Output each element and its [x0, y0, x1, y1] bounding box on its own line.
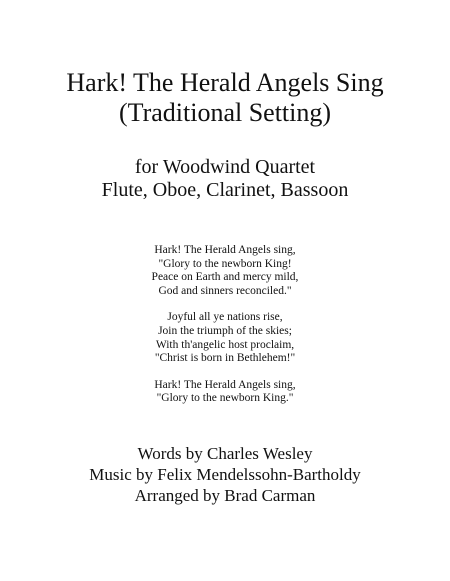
lyric-line: God and sinners reconciled." — [158, 284, 292, 297]
lyric-line: "Christ is born in Bethlehem!" — [154, 352, 296, 365]
composer-credit: Music by Felix Mendelssohn-Bartholdy — [89, 465, 361, 484]
lyrics-verse-1 — [0, 244, 450, 298]
lyricist-credit: Words by Charles Wesley — [137, 444, 313, 463]
lyric-line: Joyful all ye nations rise, — [167, 311, 283, 324]
piece-title — [0, 68, 450, 128]
title-line-2: (Traditional Setting) — [118, 98, 332, 127]
lyric-line: Peace on Earth and mercy mild, — [151, 271, 299, 284]
credits-block — [0, 443, 450, 506]
lyrics-verse-2 — [0, 311, 450, 365]
lyrics-block — [0, 244, 450, 419]
lyric-line: Hark! The Herald Angels sing, — [154, 378, 296, 391]
instruments-line: Flute, Oboe, Clarinet, Bassoon — [101, 179, 349, 201]
instrumentation — [0, 156, 450, 202]
lyric-line: "Glory to the newborn King." — [156, 392, 294, 405]
arranger-credit: Arranged by Brad Carman — [134, 486, 316, 505]
lyric-line: Hark! The Herald Angels sing, — [154, 244, 296, 256]
lyric-line: "Glory to the newborn King! — [158, 257, 292, 270]
lyric-line: With th'angelic host proclaim, — [155, 338, 295, 351]
ensemble-line: for Woodwind Quartet — [134, 156, 316, 178]
lyrics-verse-3 — [0, 379, 450, 406]
title-line-1: Hark! The Herald Angels Sing — [66, 68, 384, 97]
lyric-line: Join the triumph of the skies; — [158, 324, 292, 337]
